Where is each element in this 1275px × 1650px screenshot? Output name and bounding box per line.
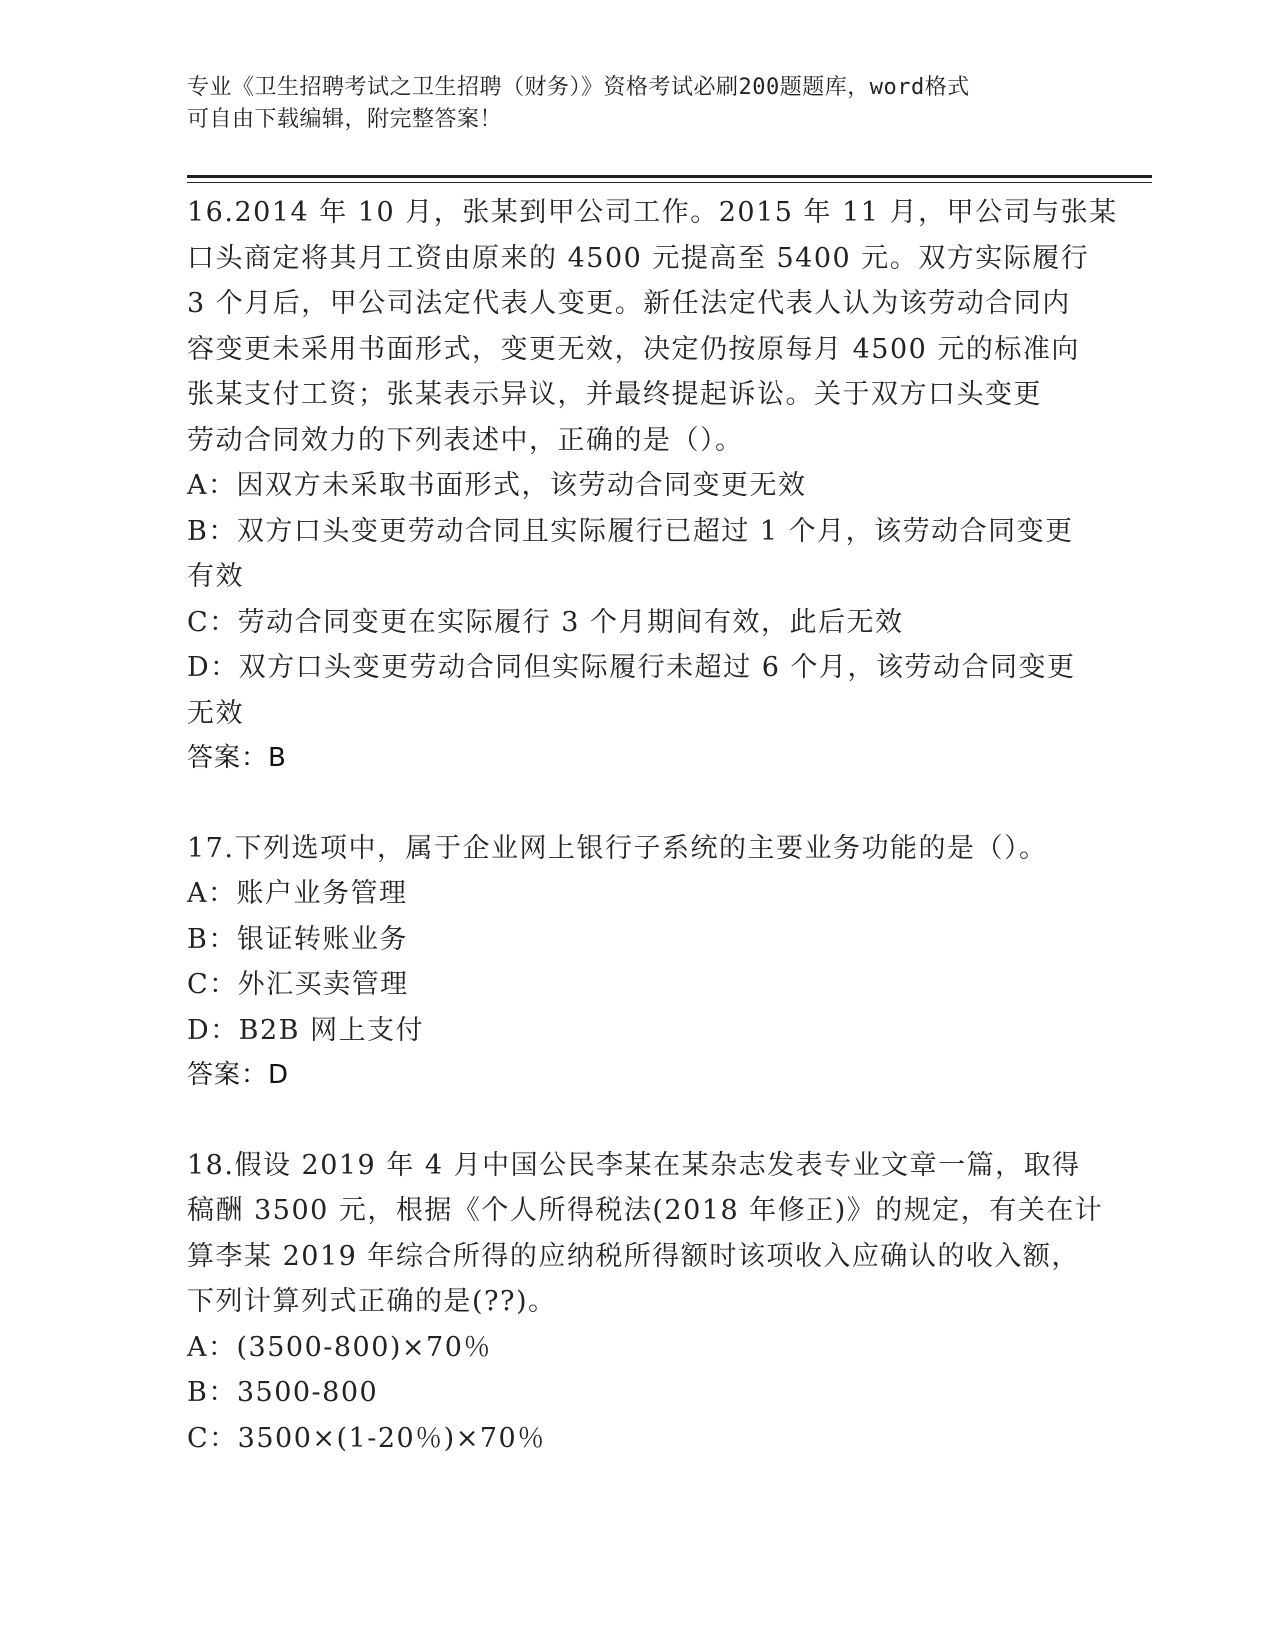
- header-divider-thin: [187, 182, 1152, 183]
- option-c: C：劳动合同变更在实际履行 3 个月期间有效，此后无效: [187, 606, 904, 638]
- option-d: D：B2B 网上支付: [187, 1014, 425, 1046]
- question-list: [187, 190, 1118, 1461]
- option-b: B：银证转账业务: [187, 923, 408, 955]
- question-stem-line: 稿酬 3500 元，根据《个人所得税法(2018 年修正)》的规定，有关在计: [187, 1195, 1104, 1226]
- question-stem-line: 容变更未采用书面形式，变更无效，决定仍按原每月 4500 元的标准向: [187, 333, 1080, 365]
- header-divider-thick: [187, 175, 1152, 178]
- question-stem-line: 17.下列选项中，属于企业网上银行子系统的主要业务功能的是（）。: [187, 832, 1048, 864]
- header-title-line-1: 专业《卫生招聘考试之卫生招聘（财务）》资格考试必刷200题题库，word格式: [187, 75, 970, 100]
- document-header: [187, 72, 1067, 136]
- question-16: [187, 190, 1118, 782]
- answer-label: 答案：B: [187, 743, 287, 773]
- question-stem-line: 劳动合同效力的下列表述中，正确的是（）。: [187, 424, 744, 456]
- option-b-continued: 有效: [187, 561, 244, 592]
- option-b: B：3500-800: [187, 1377, 379, 1408]
- question-stem-line: 18.假设 2019 年 4 月中国公民李某在某杂志发表专业文章一篇，取得: [187, 1149, 1081, 1181]
- question-18: [187, 1143, 1104, 1462]
- option-a: A：因双方未采取书面形式，该劳动合同变更无效: [187, 470, 807, 501]
- option-d: D：双方口头变更劳动合同但实际履行未超过 6 个月，该劳动合同变更: [187, 652, 1076, 683]
- header-title-line-2: 可自由下载编辑，附完整答案！: [187, 107, 503, 132]
- option-c: C：外汇买卖管理: [187, 969, 409, 1000]
- option-a: A：(3500-800)×70％: [187, 1331, 492, 1363]
- question-stem-line: 算李某 2019 年综合所得的应纳税所得额时该项收入应确认的收入额，: [187, 1240, 1080, 1272]
- spacer: [187, 782, 1087, 826]
- question-stem-line: 3 个月后，甲公司法定代表人变更。新任法定代表人认为该劳动合同内: [187, 288, 1071, 319]
- option-b: B：双方口头变更劳动合同且实际履行已超过 1 个月，该劳动合同变更: [187, 515, 1074, 547]
- option-c: C：3500×(1-20％)×70％: [187, 1422, 546, 1454]
- question-stem-line: 16.2014 年 10 月，张某到甲公司工作。2015 年 11 月，甲公司与张某: [187, 197, 1118, 228]
- question-stem-line: 口头商定将其月工资由原来的 4500 元提高至 5400 元。双方实际履行: [187, 242, 1090, 274]
- option-a: A：账户业务管理: [187, 878, 408, 909]
- question-stem-line: 张某支付工资；张某表示异议，并最终提起诉讼。关于双方口头变更: [187, 379, 1042, 410]
- spacer: [187, 1099, 1087, 1143]
- question-17: [187, 826, 1087, 1099]
- answer-label: 答案：D: [187, 1060, 290, 1090]
- question-stem-line: 下列计算列式正确的是(??)。: [187, 1286, 557, 1317]
- option-d-continued: 无效: [187, 697, 244, 729]
